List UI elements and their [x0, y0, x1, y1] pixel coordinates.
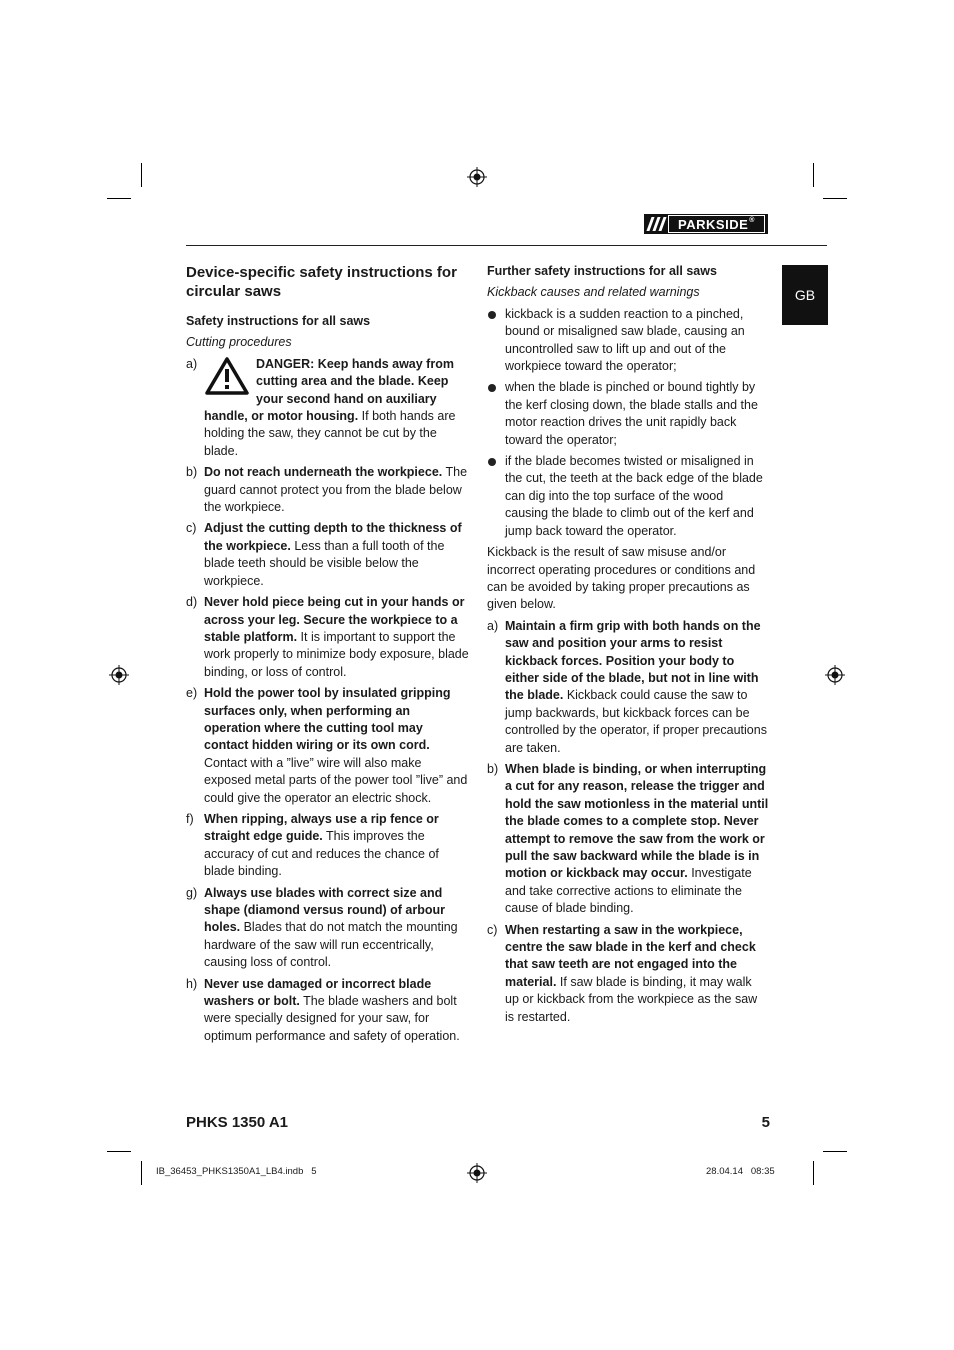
left-column: [186, 263, 470, 1049]
item-label: a): [186, 356, 198, 371]
bullet-dot-icon: [487, 453, 505, 540]
slug-file: IB_36453_PHKS1350A1_LB4.indb 5: [156, 1166, 317, 1177]
warning-triangle-icon: [204, 356, 250, 396]
list-item: [186, 976, 470, 1046]
crop-mark: [823, 198, 847, 199]
item-label: d): [186, 595, 198, 610]
logo-registered-mark: ®: [749, 216, 755, 224]
item-bold: Never use damaged or incorrect blade washers or bolt.: [204, 976, 432, 1009]
bullet-text: if the blade becomes twisted or misaligned in the cut, the teeth at the back edge of the blade can dig into the top surface of the wood causing the blade to climb out of the kerf and jump back toward the operator.: [505, 454, 763, 538]
paragraph: Kickback is the result of saw misuse and/or incorrect operating procedures or conditions and can be avoided by taking proper precautions as given below.: [487, 545, 756, 612]
item-text: Kickback could cause the saw to jump backwards, but kickback forces can be controlled by the operator, if proper precautions are taken.: [505, 688, 767, 755]
crop-mark: [107, 1151, 131, 1152]
section-heading: Safety instructions for all saws: [186, 314, 371, 328]
section-subheading: Cutting procedures: [186, 335, 292, 350]
list-item: [186, 356, 470, 460]
footer-model: PHKS 1350 A1: [186, 1114, 288, 1131]
header-rule: [186, 245, 827, 246]
item-label: g): [186, 885, 198, 900]
item-bold: DANGER: Keep hands away from cutting area and the blade. Keep your second hand on auxiliary handle, or motor housing.: [204, 356, 454, 424]
item-label: a): [487, 618, 499, 633]
item-text: This improves the accuracy of cut and reduces the chance of blade binding.: [204, 829, 439, 879]
item-label: b): [487, 761, 499, 776]
crop-mark: [141, 1161, 142, 1185]
item-text: It is important to support the work properly to minimize body exposure, blade binding, or loss of control.: [204, 629, 469, 679]
item-label: c): [487, 922, 498, 937]
list-item: [186, 520, 470, 590]
logo-slashes-icon: [644, 214, 668, 234]
item-bold: Maintain a firm grip with both hands on the saw and position your arms to resist kickback forces. Position your body to either side of the blade, but not in line with the blade.: [505, 618, 761, 703]
bullet-item: [487, 379, 769, 449]
item-text: Less than a full tooth of the blade teeth should be visible below the workpiece.: [204, 538, 445, 588]
list-item: [487, 618, 769, 757]
parkside-logo: [644, 214, 768, 234]
bullet-dot-icon: [487, 306, 505, 376]
crop-mark: [141, 163, 142, 187]
item-bold: Do not reach underneath the workpiece.: [204, 465, 443, 480]
crop-mark: [107, 198, 131, 199]
list-item: [186, 685, 470, 807]
bullet-text: when the blade is pinched or bound tightly by the kerf closing down, the blade stalls and the motor reaction drives the unit rapidly back toward the operator;: [505, 380, 758, 447]
bullet-text: kickback is a sudden reaction to a pinched, bound or misaligned saw blade, causing an uncontrolled saw to lift up and out of the workpiece toward the operator;: [505, 306, 745, 374]
crop-mark: [813, 1161, 814, 1185]
item-text: If both hands are holding the saw, they cannot be cut by the blade.: [204, 409, 456, 458]
item-bold: Never hold piece being cut in your hands or across your leg. Secure the workpiece to a stable platform.: [204, 595, 465, 644]
item-label: b): [186, 465, 198, 480]
page-title: Device-specific safety instructions for circular saws: [186, 264, 457, 300]
registration-mark-icon: [467, 1163, 487, 1183]
item-bold: When restarting a saw in the workpiece, centre the saw blade in the kerf and check that saw teeth are not engaged into the material.: [505, 922, 756, 989]
item-text: If saw blade is binding, it may walk up or kickback from the workpiece as the saw is restarted.: [505, 974, 758, 1024]
registration-mark-icon: [825, 665, 845, 685]
item-bold: When blade is binding, or when interrupting a cut for any reason, release the trigger and hold the saw motionless in the material until the blade comes to a complete stop. Never attempt to remove the saw from the work or pull the saw backward while the blade is in motion or kickback may occur.: [505, 761, 769, 881]
item-label: c): [186, 521, 197, 536]
list-item: [487, 922, 769, 1026]
registration-mark-icon: [467, 167, 487, 187]
item-text: The blade washers and bolt were specially designed for your saw, for optimum performance and safety of operation.: [204, 994, 460, 1043]
right-column: [487, 263, 769, 1030]
registration-mark-icon: [109, 665, 129, 685]
section-heading: Further safety instructions for all saws: [487, 264, 717, 278]
item-bold: Always use blades with correct size and shape (diamond versus round) of arbour holes.: [204, 885, 445, 935]
bullet-dot-icon: [487, 379, 505, 449]
list-item: [186, 594, 470, 681]
language-tab: [782, 265, 828, 325]
bullet-item: [487, 306, 769, 376]
item-text: The guard cannot protect you from the blade below the workpiece.: [204, 465, 468, 515]
crop-mark: [823, 1151, 847, 1152]
list-item: [186, 464, 470, 516]
item-bold: Adjust the cutting depth to the thickness of the workpiece.: [204, 521, 462, 553]
item-bold: Hold the power tool by insulated gripping surfaces only, when performing an operation where the cutting tool may contact hidden wiring or its own cord.: [204, 686, 451, 753]
language-tab-label: GB: [794, 287, 816, 303]
slug-date: 28.04.14 08:35: [706, 1166, 775, 1177]
bullet-item: [487, 453, 769, 540]
item-text: Contact with a ”live” wire will also make exposed metal parts of the power tool ”live” and could give the operator an electric shock.: [204, 755, 468, 805]
list-item: [186, 811, 470, 881]
logo-text: PARKSIDE: [678, 216, 749, 232]
item-text: Blades that do not match the mounting hardware of the saw will run eccentrically, causing loss of control.: [204, 920, 458, 970]
list-item: [186, 885, 470, 972]
item-bold: When ripping, always use a rip fence or straight edge guide.: [204, 811, 439, 844]
item-label: e): [186, 686, 198, 701]
section-subheading: Kickback causes and related warnings: [487, 285, 700, 300]
item-text: Investigate and take corrective actions to eliminate the cause of blade binding.: [505, 866, 752, 916]
item-label: f): [186, 811, 194, 826]
page-number: 5: [761, 1114, 770, 1131]
list-item: [487, 761, 769, 918]
item-label: h): [186, 976, 198, 991]
crop-mark: [813, 163, 814, 187]
